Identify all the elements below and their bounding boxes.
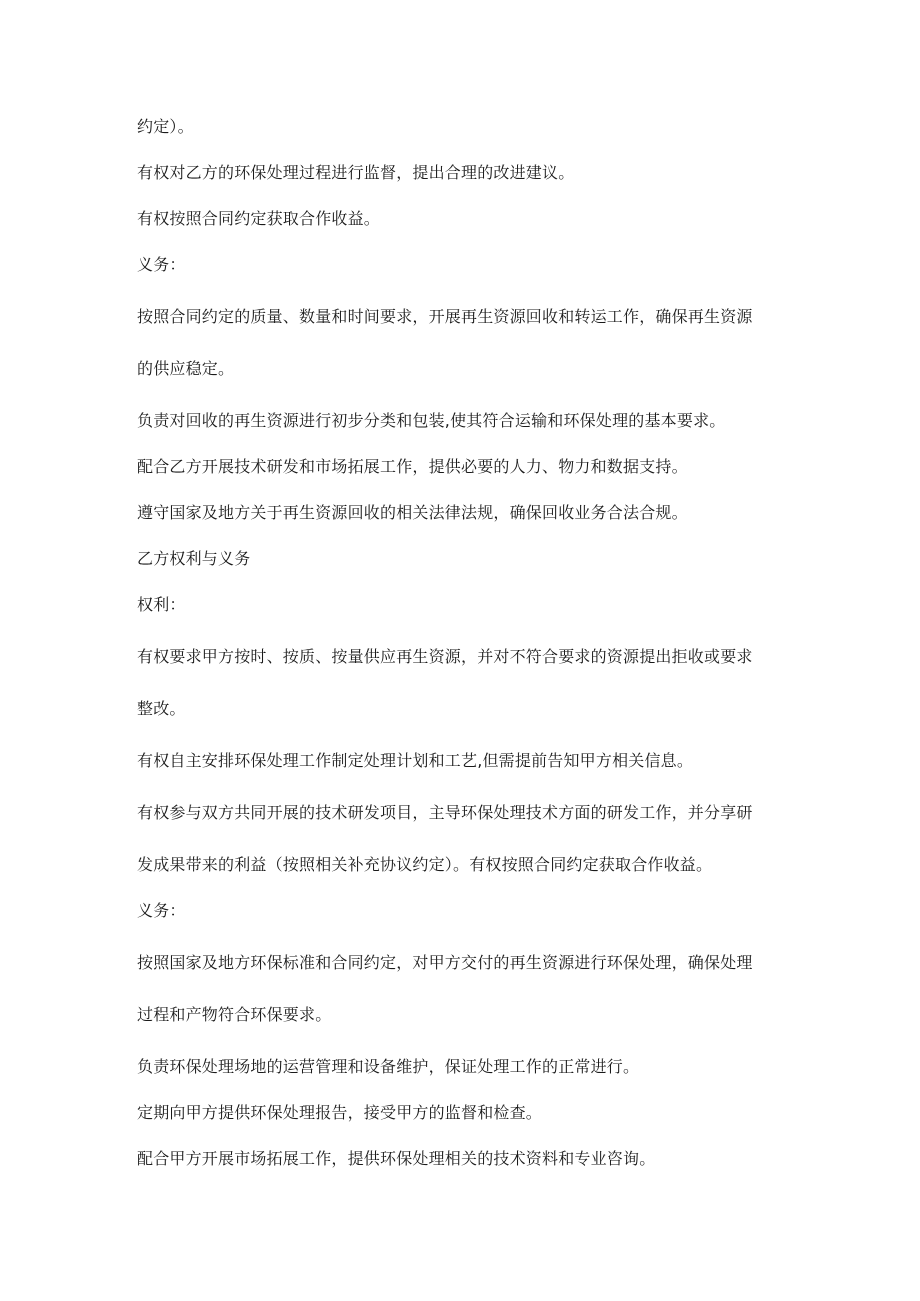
paragraph-line: 有权按照合同约定获取合作收益。 [137, 209, 381, 228]
paragraph-line: 有权对乙方的环保处理过程进行监督，提出合理的改进建议。 [137, 163, 575, 182]
paragraph-line: 有权参与双方共同开展的技术研发项目，主导环保处理技术方面的研发工作，并分享研 [137, 803, 753, 822]
section-heading: 义务： [137, 901, 186, 920]
section-heading: 权利： [137, 595, 186, 614]
paragraph-line: 有权要求甲方按时、按质、按量供应再生资源，并对不符合要求的资源提出拒收或要求 [137, 647, 753, 666]
paragraph-line: 约定）。 [137, 117, 194, 136]
paragraph-line: 整改。 [137, 699, 186, 718]
section-heading: 乙方权利与义务 [137, 549, 251, 568]
paragraph-line: 按照合同约定的质量、数量和时间要求，开展再生资源回收和转运工作，确保再生资源 [137, 307, 753, 326]
document-body [137, 117, 787, 1169]
section-heading: 义务： [137, 255, 186, 274]
paragraph-line: 负责环保处理场地的运营管理和设备维护，保证处理工作的正常进行。 [137, 1057, 640, 1076]
paragraph-line: 遵守国家及地方关于再生资源回收的相关法律法规，确保回收业务合法合规。 [137, 503, 688, 522]
paragraph-line: 的供应稳定。 [137, 359, 235, 378]
paragraph-line: 配合乙方开展技术研发和市场拓展工作，提供必要的人力、物力和数据支持。 [137, 457, 688, 476]
paragraph-line: 发成果带来的利益（按照相关补充协议约定）。有权按照合同约定获取合作收益。 [137, 855, 713, 874]
paragraph-line: 负责对回收的再生资源进行初步分类和包装,使其符合运输和环保处理的基本要求。 [137, 411, 726, 430]
paragraph-line: 有权自主安排环保处理工作制定处理计划和工艺,但需提前告知甲方相关信息。 [137, 751, 694, 770]
paragraph-line: 过程和产物符合环保要求。 [137, 1005, 332, 1024]
paragraph-line: 定期向甲方提供环保处理报告，接受甲方的监督和检查。 [137, 1103, 543, 1122]
paragraph-line: 配合甲方开展市场拓展工作，提供环保处理相关的技术资料和专业咨询。 [137, 1149, 656, 1168]
paragraph-line: 按照国家及地方环保标准和合同约定，对甲方交付的再生资源进行环保处理，确保处理 [137, 953, 753, 972]
